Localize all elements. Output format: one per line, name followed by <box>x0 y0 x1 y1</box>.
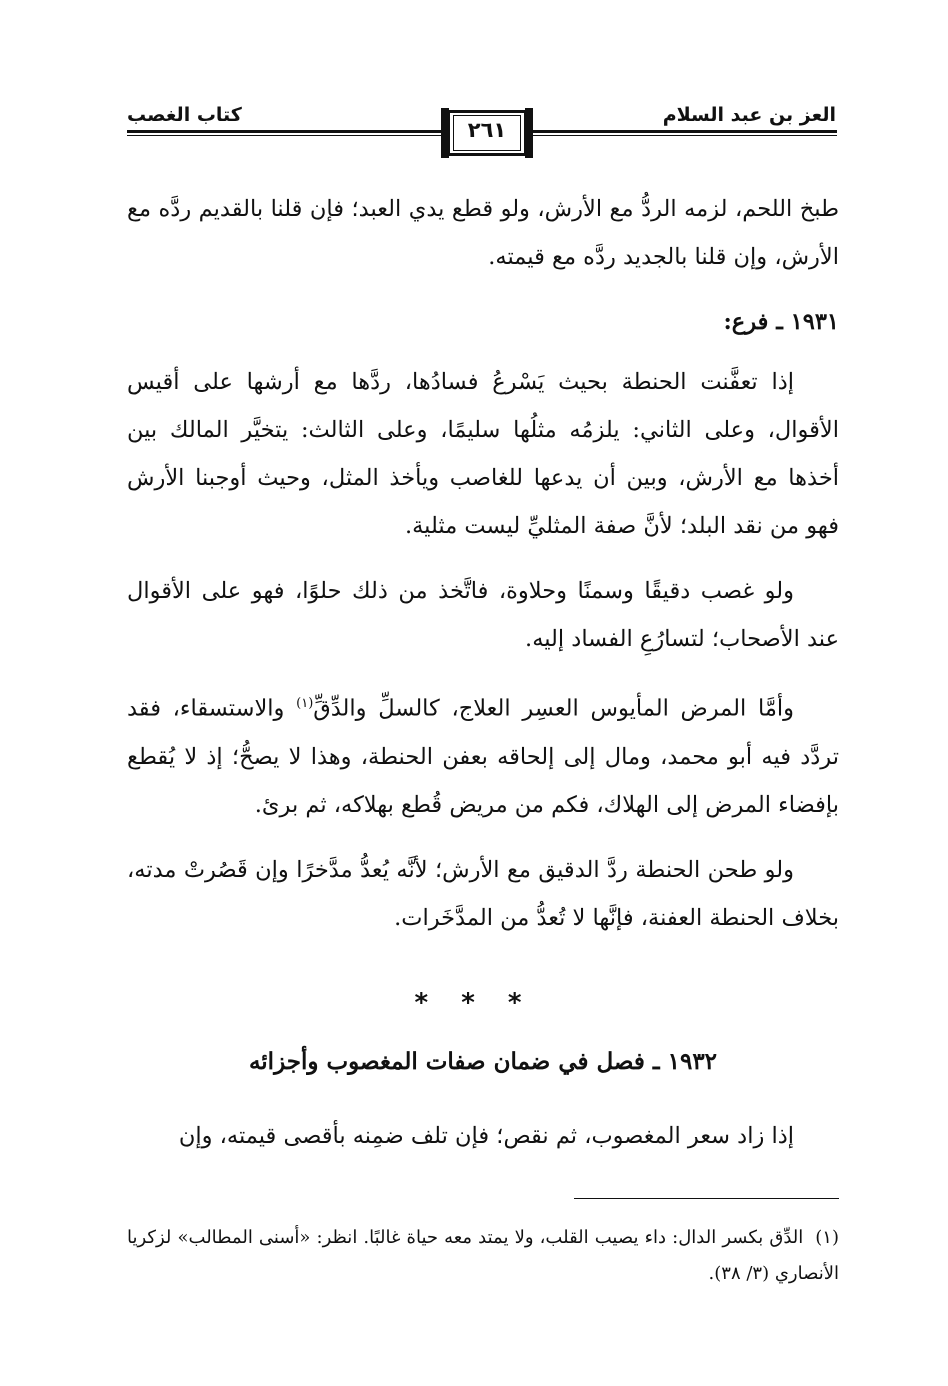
footnote-text: الدِّق بكسر الدال: داء يصيب القلب، ولا يمتد معه حياة غالبًا. انظر: «أسنى المطالب» لزكريا الأنصاري (٣/ ٣٨). <box>127 1227 839 1284</box>
main-text-continued <box>127 1112 839 1177</box>
page-number: ٢٦١ <box>467 118 507 142</box>
paragraph-text-part: والاستسقاء، فقد تردَّد فيه أبو محمد، ومال إلى إلحاقه بعفن الحنطة، وهذا لا يصحُّ؛ إذ لا يُقطع بإفضاء المرض إلى الهلاك، فكم من مريض قُطع بهلاكه، ثم برئ. <box>127 695 839 818</box>
paragraph-text-part: وأمَّا المرض المأيوس العسِر العلاج، كالسلِّ والدِّقِّ <box>313 695 795 722</box>
paragraph-hopeless-illness <box>127 680 839 829</box>
section-title-1932: ١٩٣٢ ـ فصل في ضمان صفات المغصوب وأجزائه <box>248 1048 718 1075</box>
running-header-book-title: كتاب الغصب <box>127 104 242 126</box>
paragraph-continued: طبخ اللحم، لزمه الردُّ مع الأرش، ولو قطع يدي العبد؛ فإن قلنا بالقديم ردَّه مع الأرش، وإن قلنا بالجديد ردَّه مع قيمته. <box>127 196 839 270</box>
footnote <box>127 1220 839 1292</box>
section-heading-1931: ١٩٣١ ـ فرع: <box>723 309 839 335</box>
footnote-separator <box>574 1198 839 1199</box>
footnote-marker: (١) <box>815 1227 839 1248</box>
paragraph-rotten-wheat: إذا تعفَّنت الحنطة بحيث يَسْرعُ فسادُها، ردَّها مع أرشها على أقيس الأقوال، وعلى الثاني: يلزمُه مثلُها سليمًا، وعلى الثالث: يتخيَّر المالك بين أخذها مع الأرش، وبين أن يدعها للغاصب ويأخذ المثل، وحيث أوجبنا الأرش فهو من نقد البلد؛ لأنَّ صفة المثليِّ ليست مثلية. <box>127 369 839 539</box>
paragraph-ground-wheat: ولو طحن الحنطة ردَّ الدقيق مع الأرش؛ لأنَّه يُعدُّ مدَّخرًا وإن قَصُرتْ مدته، بخلاف الحنطة العفنة، فإنَّها لا تُعدُّ من المدَّخَرات. <box>127 856 839 931</box>
page-number-box <box>441 110 533 156</box>
paragraph-flour-sweets: ولو غصب دقيقًا وسمنًا وحلاوة، فاتَّخذ من ذلك حلوًا، فهو على الأقوال عند الأصحاب؛ لتسارُعِ الفساد إليه. <box>127 578 839 652</box>
footnote-reference: (١) <box>296 696 314 711</box>
running-header-author: العز بن عبد السلام <box>662 104 836 126</box>
section-separator-stars: * * * <box>414 988 534 1018</box>
main-text <box>127 185 839 959</box>
paragraph-price-increase: إذا زاد سعر المغصوب، ثم نقص؛ فإن تلف ضمِنه بأقصى قيمته، وإن <box>178 1123 794 1149</box>
